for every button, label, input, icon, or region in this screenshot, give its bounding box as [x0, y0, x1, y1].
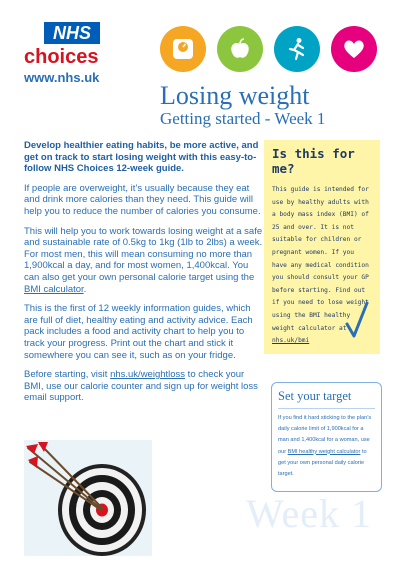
week-watermark: Week 1 [246, 491, 373, 536]
target-text-end: to get your own personal daily calorie target. [278, 448, 367, 478]
rate-text: This will help you to work towards losing weight at a safe and sustainable rate of 0.5kg to 1kg (1lb to 2lbs) a week. For most men, this will mean consuming no more than 1,900kcal a day, and for most women, 1,400kcal. You can also get your own personal calorie target using the [24, 225, 263, 283]
site-url[interactable]: www.nhs.uk [24, 70, 100, 85]
choices-wordmark: choices [24, 46, 99, 68]
checkmark-icon [344, 300, 370, 340]
nhs-logo-box: NHS [44, 22, 100, 44]
target-body [278, 413, 375, 480]
before-starting-paragraph [24, 369, 264, 404]
page-title: Losing weight [160, 81, 310, 110]
note-title: Is this for me? [272, 146, 355, 176]
rate-text-end: . [83, 283, 87, 295]
guides-paragraph: This is the first of 12 weekly information guides, which are full of diet, healthy eating and activity advice. Each pack includes a food and activity chart to help you to track your progress. Print out the chart and stick it somewhere you can see it, such as on your fridge. [24, 303, 253, 361]
before-text: Before starting, visit [24, 369, 111, 381]
apple-icon [217, 26, 263, 72]
heart-icon [331, 26, 377, 72]
intro-paragraph: Develop healthier eating habits, be more active, and get on track to start losing weight with this easy-to-follow NHS Choices 12-week guide. [24, 140, 259, 175]
note-text: This guide is intended for use by healthy adults with a body mass index (BMI) of 25 and over. It is not suitable for children or pregnant women. If you have any medical condition you should consult your GP before starting. Find out if you need to lose weight using the BMI healthy weight calculator at [272, 186, 369, 332]
overweight-paragraph: If people are overweight, it’s usually because they eat and drink more calories than they need. This guide will help you to reduce the number of calories you consume. [24, 182, 261, 217]
rate-paragraph [24, 226, 264, 296]
set-your-target-box [271, 382, 382, 492]
target-text: If you find it hard sticking to the plan’s daily calorie limit of 1,900kcal for a man and 1,400kcal for a woman, use our [278, 415, 372, 455]
bmi-link[interactable]: nhs.uk/bmi [272, 337, 310, 345]
main-text [24, 140, 264, 412]
runner-icon [274, 26, 320, 72]
bmi-healthy-weight-link[interactable]: BMI healthy weight calculator [287, 448, 361, 455]
nhs-choices-logo[interactable] [24, 22, 110, 85]
scale-icon [160, 26, 206, 72]
is-this-for-me-note [264, 140, 380, 354]
bmi-calculator-link[interactable]: BMI calculator [24, 283, 84, 295]
before-text-end: to check your BMI, use our calorie counter and sign up for weight loss email support. [24, 369, 258, 404]
dartboard-image [24, 440, 152, 556]
target-title: Set your target [278, 389, 375, 409]
page-subtitle: Getting started - Week 1 [160, 109, 326, 128]
topic-icons [160, 26, 377, 72]
weightloss-link[interactable]: nhs.uk/weightloss [110, 369, 186, 381]
